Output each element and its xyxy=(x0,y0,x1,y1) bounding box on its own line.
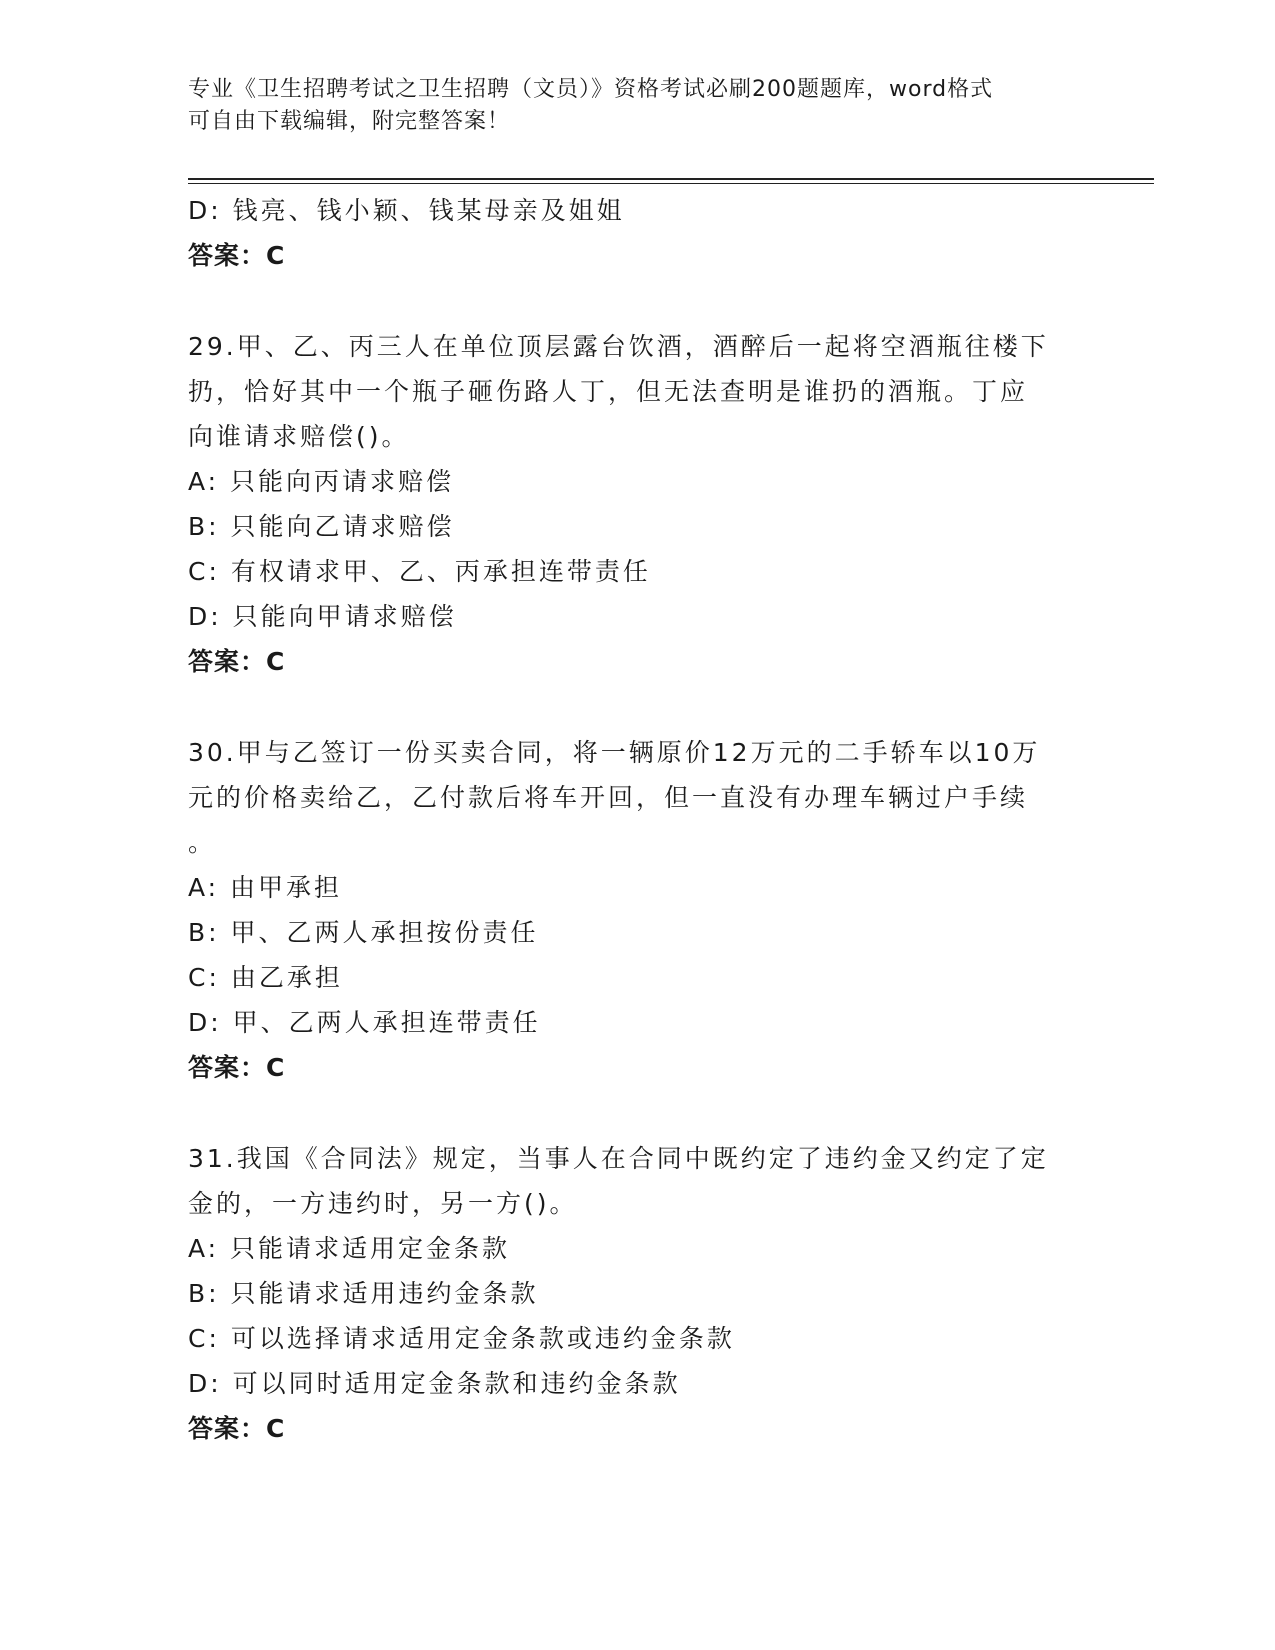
question-stem-line: 29.甲、乙、丙三人在单位顶层露台饮酒，酒醉后一起将空酒瓶往楼下 xyxy=(188,332,1049,361)
option-a: A: 只能向丙请求赔偿 xyxy=(188,467,455,496)
question-stem-line: 31.我国《合同法》规定，当事人在合同中既约定了违约金又约定了定 xyxy=(188,1144,1049,1173)
question-stem-line: 向谁请求赔偿()。 xyxy=(188,422,410,451)
option-d: D: 只能向甲请求赔偿 xyxy=(188,602,457,631)
question-stem-line: 元的价格卖给乙，乙付款后将车开回，但一直没有办理车辆过户手续 xyxy=(188,783,1029,812)
option-c: C: 由乙承担 xyxy=(188,963,343,992)
header-divider-thick xyxy=(188,178,1154,180)
option-a: A: 只能请求适用定金条款 xyxy=(188,1234,511,1263)
question-30 xyxy=(188,730,1088,1090)
prev-answer: 答案：C xyxy=(188,241,286,270)
document-header xyxy=(188,74,1088,138)
question-stem-line: 30.甲与乙签订一份买卖合同，将一辆原价12万元的二手轿车以10万 xyxy=(188,738,1041,767)
option-d: D: 甲、乙两人承担连带责任 xyxy=(188,1008,541,1037)
answer: 答案：C xyxy=(188,647,286,676)
option-b: B: 只能请求适用违约金条款 xyxy=(188,1279,539,1308)
question-31 xyxy=(188,1136,1088,1451)
header-line-1: 专业《卫生招聘考试之卫生招聘（文员）》资格考试必刷200题题库，word格式 xyxy=(188,77,994,102)
header-divider-thin xyxy=(188,183,1154,184)
option-d: D: 可以同时适用定金条款和违约金条款 xyxy=(188,1369,681,1398)
header-line-2: 可自由下载编辑，附完整答案！ xyxy=(188,109,511,134)
question-29 xyxy=(188,324,1088,684)
option-c: C: 有权请求甲、乙、丙承担连带责任 xyxy=(188,557,651,586)
question-stem-line: 金的，一方违约时，另一方()。 xyxy=(188,1189,578,1218)
question-stem-line: 扔，恰好其中一个瓶子砸伤路人丁，但无法查明是谁扔的酒瓶。丁应 xyxy=(188,377,1029,406)
option-c: C: 可以选择请求适用定金条款或违约金条款 xyxy=(188,1324,735,1353)
question-stem-line: 。 xyxy=(188,828,217,857)
answer: 答案：C xyxy=(188,1053,286,1082)
document-body xyxy=(188,188,1088,1451)
option-b: B: 甲、乙两人承担按份责任 xyxy=(188,918,539,947)
answer: 答案：C xyxy=(188,1414,286,1443)
option-a: A: 由甲承担 xyxy=(188,873,343,902)
option-b: B: 只能向乙请求赔偿 xyxy=(188,512,455,541)
prev-option-d: D: 钱亮、钱小颖、钱某母亲及姐姐 xyxy=(188,196,625,225)
